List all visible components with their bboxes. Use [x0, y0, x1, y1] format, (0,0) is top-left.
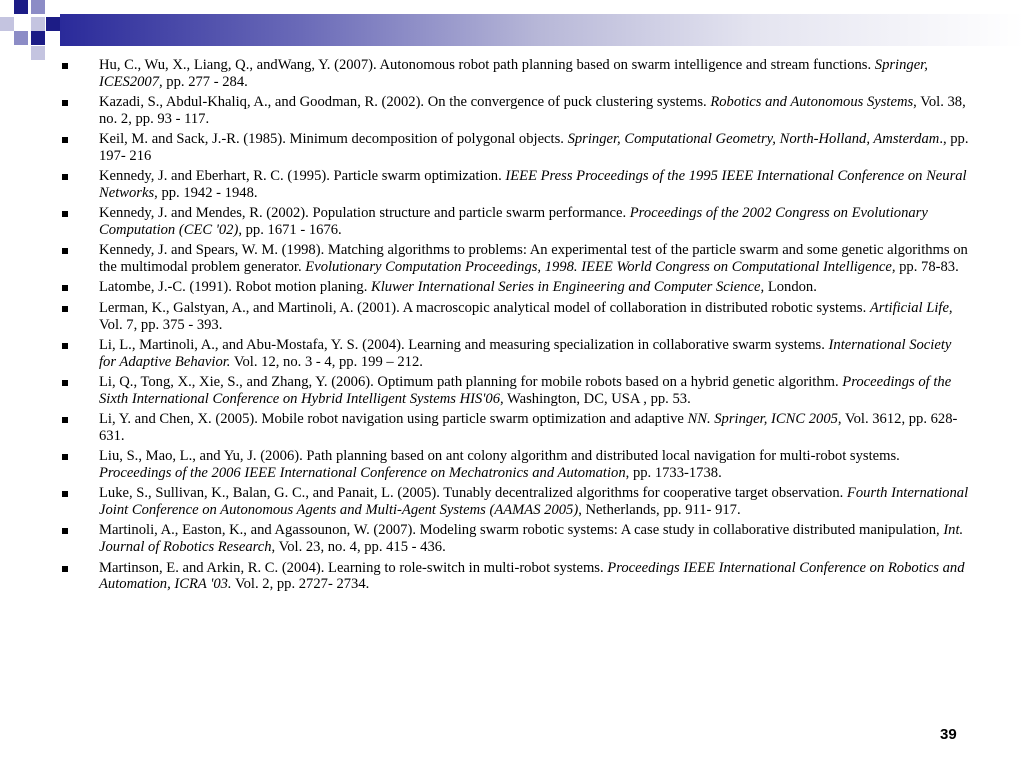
reference-details: , Netherlands, pp. 911- 917.	[578, 501, 741, 518]
reference-venue: Proceedings of the 2002 Congress on Evolutionary Computation (CEC '02),	[99, 205, 928, 238]
reference-list	[62, 57, 970, 597]
header-square-decoration	[14, 31, 28, 45]
reference-details: , Vol. 38, no. 2, pp. 93 - 117.	[99, 94, 966, 127]
header-square-decoration	[14, 0, 28, 14]
reference-text: Liu, S., Mao, L., and Yu, J. (2006). Path planning based on ant colony algorithm and distributed local navigation for multi-robot systems.	[99, 448, 900, 465]
reference-item	[62, 94, 970, 127]
reference-item	[62, 131, 970, 164]
reference-text: Kazadi, S., Abdul-Khaliq, A., and Goodman, R. (2002). On the convergence of puck clustering systems.	[99, 94, 711, 111]
header-square-decoration	[31, 31, 45, 45]
reference-text: Kennedy, J. and Eberhart, R. C. (1995). Particle swarm optimization.	[99, 168, 506, 185]
reference-text: Martinson, E. and Arkin, R. C. (2004). Learning to role-switch in multi-robot systems.	[99, 559, 608, 576]
reference-venue: Proceedings of the Sixth International Conference on Hybrid Intelligent Systems HIS'06	[99, 374, 952, 407]
reference-details: , Vol. 3612, pp. 628-631.	[99, 411, 958, 444]
header-square-decoration	[31, 17, 45, 31]
reference-venue: Artificial Life,	[869, 299, 953, 316]
reference-details: ., pp. 197- 216	[99, 131, 969, 164]
reference-details: , pp. 1733-1738.	[625, 464, 722, 481]
square-bullet-icon	[62, 211, 68, 217]
reference-text: Lerman, K., Galstyan, A., and Martinoli, A. (2001). A macroscopic analytical model of collaboration in distributed robotic systems.	[99, 299, 870, 316]
reference-details: pp. 277 - 284.	[162, 73, 248, 90]
reference-item	[62, 279, 970, 296]
reference-details: pp. 78-83.	[895, 258, 959, 275]
page-number: 39	[940, 726, 957, 743]
reference-text: Li, Y. and Chen, X. (2005). Mobile robot navigation using particle swarm optimization and adaptive	[99, 411, 688, 428]
square-bullet-icon	[62, 566, 68, 572]
reference-details: , Vol. 23, no. 4, pp. 415 - 436.	[271, 539, 446, 556]
square-bullet-icon	[62, 285, 68, 291]
reference-details: pp. 1671 - 1676.	[241, 221, 342, 238]
reference-text: Hu, C., Wu, X., Liang, Q., andWang, Y. (2007). Autonomous robot path planning based on swarm intelligence and stream functions.	[99, 57, 875, 73]
reference-venue: IEEE Press Proceedings of the 1995 IEEE International Conference on Neural Networks	[99, 168, 967, 201]
reference-venue: International Society for Adaptive Behavior.	[99, 337, 952, 370]
reference-details: , Washington, DC, USA , pp. 53.	[500, 390, 691, 407]
header-gradient-bar	[60, 14, 1024, 46]
square-bullet-icon	[62, 343, 68, 349]
square-bullet-icon	[62, 454, 68, 460]
reference-item	[62, 57, 970, 90]
square-bullet-icon	[62, 137, 68, 143]
reference-details: Vol. 2, pp. 2727- 2734.	[231, 576, 370, 593]
reference-text: Latombe, J.-C. (1991). Robot motion planing.	[99, 279, 371, 296]
square-bullet-icon	[62, 63, 68, 69]
reference-item	[62, 522, 970, 555]
reference-item	[62, 411, 970, 444]
reference-text: Li, L., Martinoli, A., and Abu-Mostafa, Y. S. (2004). Learning and measuring specialization in collaborative swarm systems.	[99, 337, 829, 354]
reference-text: Li, Q., Tong, X., Xie, S., and Zhang, Y. (2006). Optimum path planning for mobile robots based on a hybrid genetic algorithm.	[99, 374, 843, 391]
header-square-decoration	[0, 17, 14, 31]
reference-item	[62, 300, 970, 333]
reference-text: Kennedy, J. and Mendes, R. (2002). Population structure and particle swarm performance.	[99, 205, 630, 222]
square-bullet-icon	[62, 528, 68, 534]
reference-item	[62, 560, 970, 593]
square-bullet-icon	[62, 100, 68, 106]
reference-item	[62, 337, 970, 370]
square-bullet-icon	[62, 491, 68, 497]
header-square-decoration	[46, 17, 60, 31]
reference-text: Martinoli, A., Easton, K., and Agassounon, W. (2007). Modeling swarm robotic systems: A case study in collaborative distributed manipulation,	[99, 522, 944, 539]
reference-venue: Proceedings of the 2006 IEEE International Conference on Mechatronics and Automation	[99, 464, 626, 481]
reference-text: Luke, S., Sullivan, K., Balan, G. C., and Panait, L. (2005). Tunably decentralized algorithms for cooperative target observation.	[99, 485, 847, 502]
reference-venue: Kluwer International Series in Engineering and Computer Science,	[371, 279, 765, 296]
reference-text: Keil, M. and Sack, J.-R. (1985). Minimum decomposition of polygonal objects.	[99, 131, 568, 148]
square-bullet-icon	[62, 306, 68, 312]
reference-details: Vol. 7, pp. 375 - 393.	[99, 316, 223, 333]
header-square-decoration	[31, 46, 45, 60]
square-bullet-icon	[62, 380, 68, 386]
square-bullet-icon	[62, 248, 68, 254]
reference-venue: Springer, Computational Geometry, North-Holland, Amsterdam	[567, 131, 940, 148]
square-bullet-icon	[62, 417, 68, 423]
reference-item	[62, 485, 970, 518]
reference-details: , pp. 1942 - 1948.	[154, 184, 258, 201]
reference-details: Vol. 12, no. 3 - 4, pp. 199 – 212.	[230, 353, 423, 370]
reference-item	[62, 448, 970, 481]
reference-item	[62, 205, 970, 238]
reference-venue: Robotics and Autonomous Systems	[710, 94, 914, 111]
reference-item	[62, 374, 970, 407]
reference-item	[62, 242, 970, 275]
reference-details: London.	[764, 279, 817, 296]
reference-venue: Springer, ICES2007,	[99, 57, 928, 90]
reference-venue: NN. Springer, ICNC 2005	[687, 411, 838, 428]
reference-item	[62, 168, 970, 201]
reference-venue: Proceedings IEEE International Conference on Robotics and Automation, ICRA '03.	[99, 559, 965, 593]
header-square-decoration	[31, 0, 45, 14]
reference-venue: Evolutionary Computation Proceedings, 1998. IEEE World Congress on Computational Intelligence,	[305, 258, 896, 275]
reference-venue: Fourth International Joint Conference on Autonomous Agents and Multi-Agent Systems (AAMAS 2005)	[99, 485, 969, 518]
reference-text: Kennedy, J. and Spears, W. M. (1998). Matching algorithms to problems: An experimental test of the particle swarm and some genetic algorithms on the multimodal problem generator.	[99, 242, 968, 275]
square-bullet-icon	[62, 174, 68, 180]
reference-venue: Int. Journal of Robotics Research	[99, 522, 964, 556]
